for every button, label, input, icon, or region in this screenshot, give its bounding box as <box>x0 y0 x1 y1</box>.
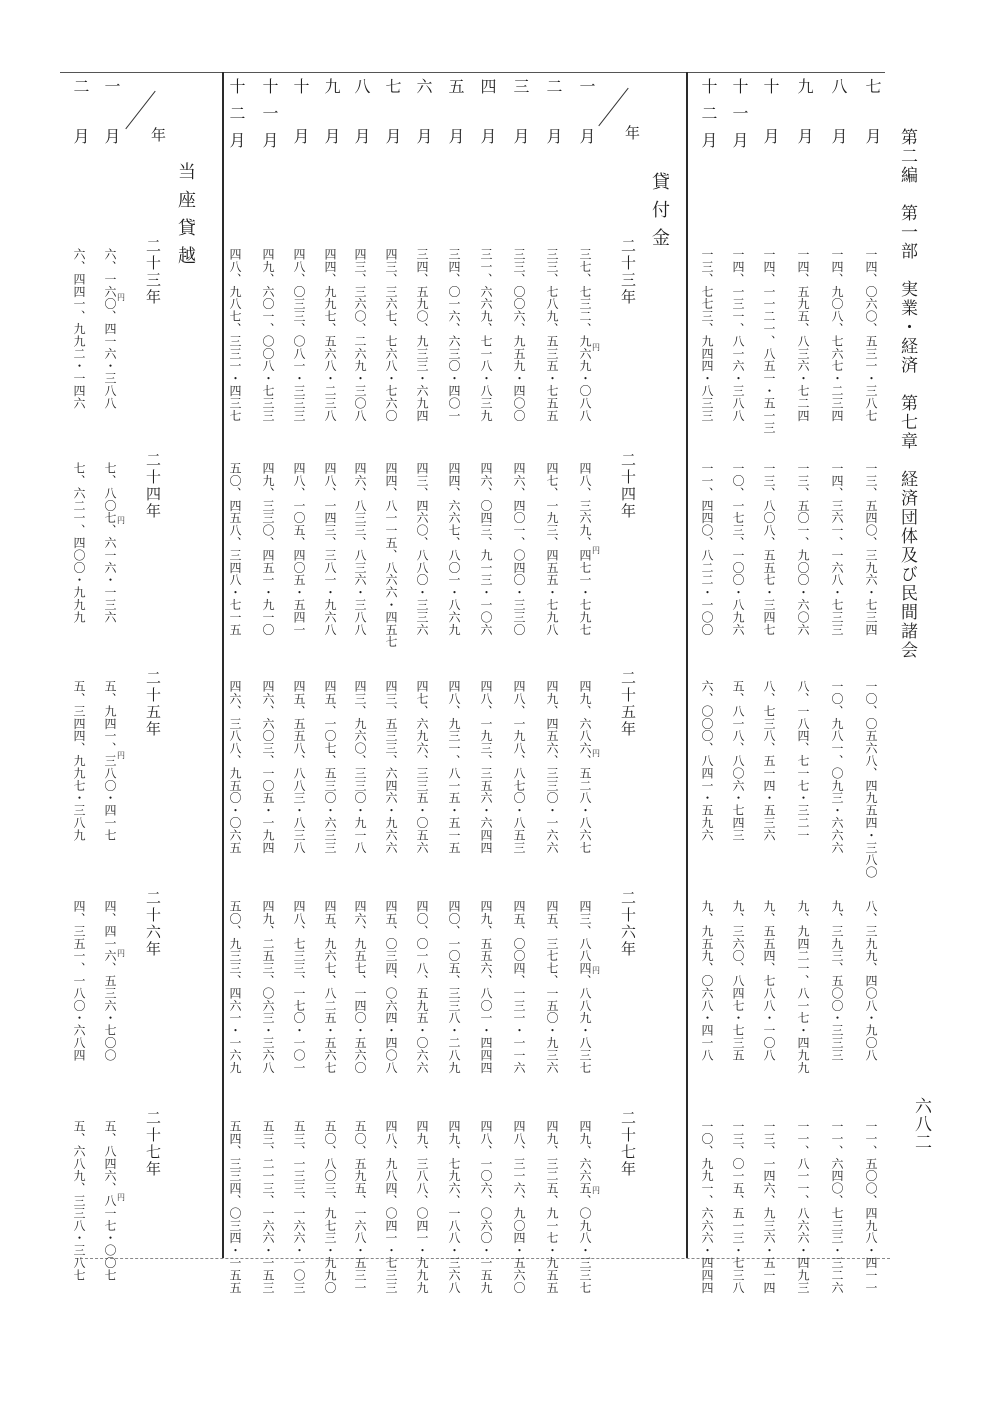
overdraft-row-cell: 五、八四六、八一七・〇〇七 <box>103 1120 117 1282</box>
top-row-cell: 一一、六四〇、七三三・三二六 <box>830 1120 844 1294</box>
top-row-cell: 一一、八一一、八六六・四九三 <box>796 1120 810 1294</box>
top-row-month-3: 九月 <box>795 78 814 178</box>
overdraft-row-cell: 七、八〇七、六一六・一三六 <box>103 462 117 624</box>
table-top-rule <box>60 72 885 73</box>
overdraft-row-cell: 六、一六〇、四一六・三八八 <box>103 248 117 410</box>
loans-row-cell: 四三、九六〇、三三〇・九一八 <box>353 680 367 854</box>
loans-header-diagonal <box>598 88 628 126</box>
loans-row-month-7: 七月 <box>383 78 402 178</box>
top-row-month-1: 七月 <box>863 78 882 178</box>
overdraft-header-diagonal <box>125 91 155 129</box>
loans-row-cell: 五〇、五九五、一六八・五三一 <box>353 1120 367 1294</box>
top-row-cell: 一四、〇六〇、五三一・三八七 <box>864 248 878 422</box>
top-row-cell: 一四、一三一、八一六・三八八 <box>731 248 745 422</box>
overdraft-year-header: 二十四年 <box>144 452 162 520</box>
yen-mark: 円 <box>117 751 125 760</box>
loans-row-cell: 四三、五三三、六四六・九六六 <box>384 680 398 854</box>
loans-row-cell: 四八、九八四、〇四一・七三三 <box>384 1120 398 1294</box>
loans-row-cell: 四九、六〇一、〇〇八・七三三 <box>261 248 275 422</box>
section-divider-2 <box>222 72 224 1258</box>
loans-row-cell: 三四、五九〇、九三三・六九四 <box>415 248 429 422</box>
overdraft-year-header: 二十六年 <box>144 890 162 958</box>
top-row-cell: 九、九四二一、八一七・四九九 <box>796 900 810 1074</box>
loans-row-cell: 四六、三八八、九五〇・〇六五 <box>228 680 242 854</box>
loans-row-cell: 四八、三六九、四七一・七九七 <box>578 462 592 636</box>
loans-row-cell: 四六、〇四三、九一三・一〇六 <box>479 462 493 636</box>
top-row-cell: 一四、九〇八、七六七・二三四 <box>830 248 844 422</box>
loans-row-cell: 四九、七九六、一八八・三六八 <box>447 1120 461 1294</box>
loans-row-cell: 五三、二一三、一六六・一五三 <box>261 1120 275 1294</box>
loans-row-cell: 五〇、八〇三、九七三・九九〇 <box>323 1120 337 1294</box>
loans-row-cell: 四五、〇〇四、一三一・一一六 <box>512 900 526 1074</box>
loans-title: 貸付金 <box>649 172 670 256</box>
overdraft-row-month-2: 二月 <box>71 78 90 178</box>
loans-row-cell: 四九、三八八、〇四一・九九九 <box>415 1120 429 1294</box>
top-row-month-2: 八月 <box>829 78 848 178</box>
loans-row-cell: 四八、一〇六、〇六〇・一五九 <box>479 1120 493 1294</box>
yen-mark: 円 <box>592 546 600 555</box>
loans-row-cell: 四六、四〇一、〇四〇・三三〇 <box>512 462 526 636</box>
loans-row-cell: 四九、三三〇、四五一・九一〇 <box>261 462 275 636</box>
loans-row-cell: 五〇、四五八、三四八・七一五 <box>228 462 242 636</box>
loans-row-cell: 四八、一四三、三八一・九六八 <box>323 462 337 636</box>
loans-year-header: 二十三年 <box>619 238 637 306</box>
top-row-cell: 一三、八〇八、五五七・三四七 <box>762 462 776 636</box>
overdraft-row-cell: 四、三五一、一八〇・六八四 <box>72 900 86 1062</box>
loans-row-cell: 四八、九三一、八一五・五一五 <box>447 680 461 854</box>
loans-row-cell: 三一、六六九、七一八・八三九 <box>479 248 493 422</box>
top-row-cell: 九、三九三、五〇〇・三三三 <box>830 900 844 1062</box>
yen-mark: 円 <box>592 749 600 758</box>
running-header: 第二編 第一部 実業・経済 第七章 経済団体及び民間諸会 <box>897 128 917 660</box>
loans-row-cell: 四五、五五八、八八三・八三八 <box>292 680 306 854</box>
top-row-cell: 八、一八四、七一七・三二一 <box>796 680 810 842</box>
loans-row-cell: 四四、九九七、五六八・二三八 <box>323 248 337 422</box>
top-row-cell: 一一、五〇〇、四九八・四一一 <box>864 1120 878 1294</box>
yen-mark: 円 <box>117 293 125 302</box>
top-row-month-6: 十二月 <box>699 78 718 159</box>
yen-mark: 円 <box>592 343 600 352</box>
loans-row-cell: 四三、四六〇、八八〇・三三六 <box>415 462 429 636</box>
top-row-month-5: 十一月 <box>730 78 749 159</box>
section-divider-1 <box>686 72 688 1258</box>
loans-row-month-8: 八月 <box>352 78 371 178</box>
overdraft-row-cell: 四、四一六、五三六・七〇〇 <box>103 900 117 1062</box>
top-row-cell: 一四、三六一、一六八・七三三 <box>830 462 844 636</box>
top-row-cell: 五、八一八、八〇六・七四三 <box>731 680 745 842</box>
loans-row-month-4: 四月 <box>478 78 497 178</box>
yen-mark: 円 <box>117 516 125 525</box>
loans-row-cell: 四八、一〇五、四〇五・五四一 <box>292 462 306 636</box>
loans-row-cell: 四五、三七七、一五〇・九三六 <box>545 900 559 1074</box>
overdraft-row-cell: 五、九四一、三八〇・四一七 <box>103 680 117 842</box>
top-row-cell: 一四、一一二一、八五一・五一三 <box>762 248 776 434</box>
overdraft-row-cell: 七、六二一、四〇〇・九九九 <box>72 462 86 624</box>
yen-mark: 円 <box>117 1193 125 1202</box>
top-row-cell: 八、七三八、五一四・五三六 <box>762 680 776 842</box>
top-row-cell: 九、九五九、〇六八・四一八 <box>700 900 714 1062</box>
top-row-cell: 一〇、一七三、一〇〇・八九六 <box>731 462 745 636</box>
loans-row-cell: 四八、九八七、三三一・四三七 <box>228 248 242 422</box>
loans-year-header: 二十五年 <box>619 670 637 738</box>
loans-row-cell: 三三、〇〇六、九五九・四〇〇 <box>512 248 526 422</box>
loans-row-cell: 五三、一三三、一六六・一〇三 <box>292 1120 306 1294</box>
loans-row-cell: 三七、七三二、九六九・〇八八 <box>578 248 592 422</box>
top-row-cell: 一三、七七三、九四四・八三三 <box>700 248 714 422</box>
loans-row-cell: 四四、八一一五、八六六・四五七 <box>384 462 398 648</box>
loans-row-cell: 四六、六〇三、一〇五・一九四 <box>261 680 275 854</box>
loans-row-cell: 四三、八八四、八八九・八三七 <box>578 900 592 1074</box>
overdraft-year-header: 二十五年 <box>144 670 162 738</box>
loans-row-cell: 四九、六八六、五二八・八六七 <box>578 680 592 854</box>
loans-row-cell: 四八、一九八、八七〇・八五三 <box>512 680 526 854</box>
loans-row-month-12: 十二月 <box>227 78 246 159</box>
loans-row-month-3: 三月 <box>511 78 530 178</box>
loans-row-cell: 四九、二五三、〇六三・三六八 <box>261 900 275 1074</box>
overdraft-year-header: 二十三年 <box>144 238 162 306</box>
top-row-cell: 一三、一四六、九三六・五一四 <box>762 1120 776 1294</box>
loans-row-cell: 四〇、一〇五、三三八・二八九 <box>447 900 461 1074</box>
overdraft-row-cell: 五、六八九、三三八・三八七 <box>72 1120 86 1282</box>
yen-mark: 円 <box>117 949 125 958</box>
loans-row-cell: 四九、五五六、八〇一・四四四 <box>479 900 493 1074</box>
loans-row-month-2: 二月 <box>544 78 563 178</box>
loans-row-cell: 五四、三三四、〇三四・一五五 <box>228 1120 242 1294</box>
loans-row-cell: 四五、一〇七、五三〇・六三三 <box>323 680 337 854</box>
loans-year-header: 二十四年 <box>619 452 637 520</box>
loans-row-cell: 四五、九六七、八二五・五六七 <box>323 900 337 1074</box>
loans-row-cell: 四三、三六〇、二六九・三〇八 <box>353 248 367 422</box>
overdraft-title: 当座貸越 <box>175 162 196 274</box>
loans-nen-label: 年 <box>623 125 641 140</box>
loans-row-cell: 四四、六六七、八〇一・八六九 <box>447 462 461 636</box>
loans-row-cell: 四七、一九三、四五五・七九八 <box>545 462 559 636</box>
loans-year-header: 二十七年 <box>619 1110 637 1178</box>
loans-row-cell: 四三、三六七、七六八・七六〇 <box>384 248 398 422</box>
overdraft-row-cell: 六、四四一、九九二・一四六 <box>72 248 86 410</box>
overdraft-row-cell: 五、三四四、九九七・三八九 <box>72 680 86 842</box>
loans-row-cell: 四九、三二五、九一七・九五五 <box>545 1120 559 1294</box>
loans-row-cell: 四六、八三三、八三六・三八八 <box>353 462 367 636</box>
loans-row-cell: 四六、九五七、一四〇・五六〇 <box>353 900 367 1074</box>
overdraft-nen-label: 年 <box>149 127 167 142</box>
top-row-cell: 一一、四四〇、八二二・一〇〇 <box>700 462 714 636</box>
loans-row-cell: 四八、一九三、三五六・六四四 <box>479 680 493 854</box>
top-row-month-4: 十月 <box>761 78 780 178</box>
top-row-cell: 一四、五九五、八三六・七二四 <box>796 248 810 422</box>
top-row-cell: 一〇、〇五六八、四九五四・三八〇 <box>864 680 878 879</box>
loans-row-cell: 四七、六九六、三三五・〇五六 <box>415 680 429 854</box>
loans-row-cell: 四九、六六五、〇九八・三三七 <box>578 1120 592 1294</box>
loans-row-month-1: 一月 <box>577 78 596 178</box>
loans-row-cell: 三四、〇一六、六三〇・四〇一 <box>447 248 461 422</box>
top-row-cell: 一〇、九八一、〇九三・六六六 <box>830 680 844 854</box>
loans-row-month-5: 五月 <box>446 78 465 178</box>
loans-row-cell: 五〇、九三三、四六一・一六九 <box>228 900 242 1074</box>
loans-year-header: 二十六年 <box>619 890 637 958</box>
top-row-cell: 一三、五〇一、九〇〇・六〇六 <box>796 462 810 636</box>
loans-row-cell: 四九、四五六、三三〇・一六六 <box>545 680 559 854</box>
top-row-cell: 九、三六〇、八四七・七三五 <box>731 900 745 1062</box>
top-row-cell: 六、〇〇〇、八四一・五九六 <box>700 680 714 842</box>
loans-row-month-10: 十月 <box>291 78 310 178</box>
loans-row-cell: 四八、〇三三、〇八一・三三三 <box>292 248 306 422</box>
top-row-cell: 一三、五四〇、三九六・七三四 <box>864 462 878 636</box>
loans-row-cell: 四五、〇三四、〇六四・四〇八 <box>384 900 398 1074</box>
top-row-cell: 一〇、九九一、六六六・四四四 <box>700 1120 714 1294</box>
loans-row-cell: 四八、七三三、一七〇・一〇一 <box>292 900 306 1074</box>
overdraft-year-header: 二十七年 <box>144 1110 162 1178</box>
yen-mark: 円 <box>592 966 600 975</box>
top-row-cell: 一三、〇一五、五一三・七三八 <box>731 1120 745 1294</box>
loans-row-cell: 四八、三一六、九〇四・五六〇 <box>512 1120 526 1294</box>
overdraft-row-month-1: 一月 <box>102 78 121 178</box>
page-number: 六八二 <box>911 1097 931 1151</box>
top-row-cell: 八、三九九、四〇八・九〇八 <box>864 900 878 1062</box>
top-row-cell: 九、五五四、七八八・一〇八 <box>762 900 776 1062</box>
loans-row-month-9: 九月 <box>322 78 341 178</box>
loans-row-cell: 三三、七八九、五三五・七五五 <box>545 248 559 422</box>
loans-row-cell: 四〇、〇一八、五九五・〇六六 <box>415 900 429 1074</box>
loans-row-month-6: 六月 <box>414 78 433 178</box>
loans-row-month-11: 十一月 <box>260 78 279 159</box>
yen-mark: 円 <box>592 1186 600 1195</box>
